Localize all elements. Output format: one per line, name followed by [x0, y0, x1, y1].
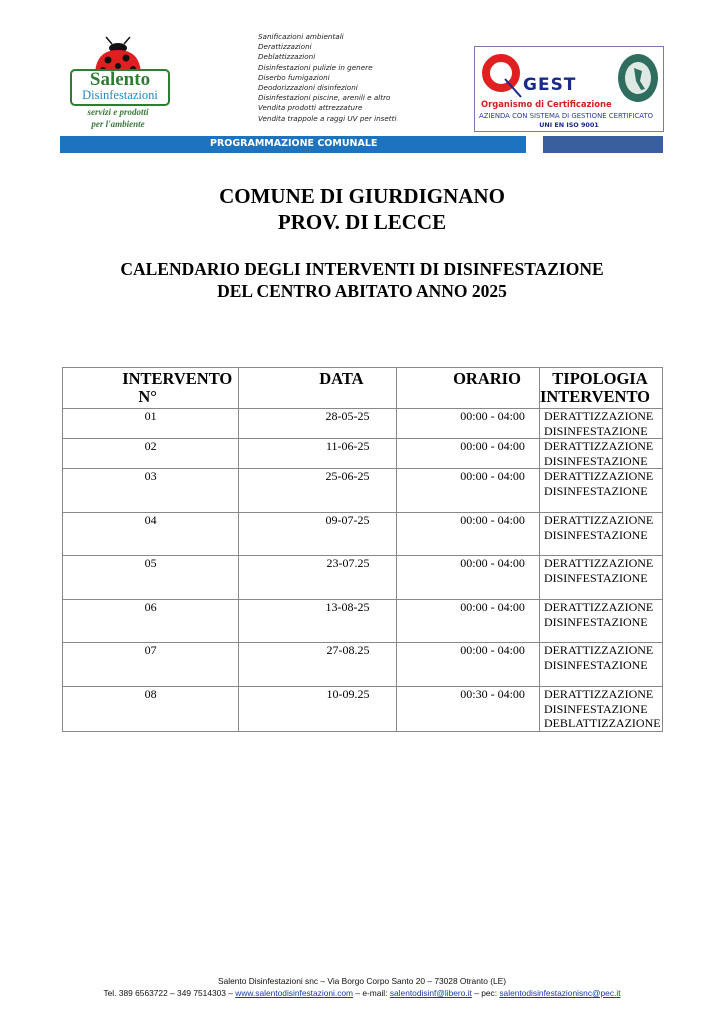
website-link[interactable]: www.salentodisinfestazioni.com [235, 988, 354, 998]
cell-time: 00:00 - 04:00 [396, 556, 539, 600]
cell-type: DERATTIZZAZIONE DISINFESTAZIONE [539, 439, 662, 469]
cell-type: DERATTIZZAZIONE DISINFESTAZIONE [539, 556, 662, 600]
logo-tagline: servizi e prodotti per l'ambiente [87, 107, 149, 129]
cell-number: 02 [63, 439, 239, 469]
banner-bar: PROGRAMMAZIONE COMUNALE [60, 136, 526, 153]
certification-box: GEST Organismo di Certificazione AZIENDA CON SISTEMA DI GESTIONE CERTIFICATO UNI EN ISO 9001 [474, 46, 664, 132]
header-tipologia: TIPOLOGIA INTERVENTO [539, 368, 662, 409]
cell-number: 04 [63, 513, 239, 556]
schedule-table [62, 367, 663, 732]
service-item: Sanificazioni ambientali [258, 32, 344, 41]
pec-link[interactable]: salentodisinfestazionisnc@pec.it [499, 988, 621, 998]
table-row [63, 439, 663, 469]
service-item: Derattizzazioni [258, 42, 312, 52]
service-item: Disinfestazioni piscine, arenili e altro [258, 93, 391, 103]
cell-number: 06 [63, 600, 239, 643]
service-item: Vendita prodotti attrezzature [258, 103, 363, 113]
cell-date: 25-06-25 [239, 469, 396, 513]
header-data: DATA [239, 368, 396, 409]
accredia-seal-icon [617, 53, 659, 103]
cell-time: 00:00 - 04:00 [396, 469, 539, 513]
cell-number: 01 [63, 409, 239, 439]
service-item: Vendita trappole a raggi UV per insetti [258, 113, 397, 123]
header-intervento: INTERVENTO N° [63, 368, 239, 409]
cell-date: 11-06-25 [239, 439, 396, 469]
service-item: Deodorizzazioni disinfezioni [258, 83, 358, 93]
cell-number: 05 [63, 556, 239, 600]
cell-date: 13-08-25 [239, 600, 396, 643]
service-item: Deblattizzazioni [258, 52, 316, 62]
qgest-ring-icon [481, 53, 525, 99]
calendar-title: CALENDARIO DEGLI INTERVENTI DI DISINFESTAZIONE DEL CENTRO ABITATO ANNO 2025 [120, 259, 604, 301]
cell-time: 00:30 - 04:00 [396, 687, 539, 732]
cell-date: 23-07.25 [239, 556, 396, 600]
cell-time: 00:00 - 04:00 [396, 600, 539, 643]
cell-type: DERATTIZZAZIONE DISINFESTAZIONE [539, 409, 662, 439]
cell-number: 07 [63, 643, 239, 687]
cell-type: DERATTIZZAZIONE DISINFESTAZIONE [539, 469, 662, 513]
footer: Salento Disinfestazioni snc – Via Borgo Corpo Santo 20 – 73028 Otranto (LE) Tel. 389 6563722 – 349 7514303 – www.salentodisinfestazioni.com – e-mail: salentodisinf@libero.it – pec: salentodisinfestazionisnc@pec.it [103, 976, 621, 998]
cell-date: 09-07-25 [239, 513, 396, 556]
cell-number: 08 [63, 687, 239, 732]
table-row [63, 513, 663, 556]
service-item: Diserbo fumigazioni [258, 72, 330, 82]
cell-date: 27-08.25 [239, 643, 396, 687]
table-row [63, 687, 663, 732]
cell-date: 10-09.25 [239, 687, 396, 732]
cert-brand: GEST [523, 75, 577, 95]
table-row [63, 556, 663, 600]
cell-number: 03 [63, 469, 239, 513]
cell-type: DERATTIZZAZIONE DISINFESTAZIONE [539, 513, 662, 556]
cell-time: 00:00 - 04:00 [396, 409, 539, 439]
email-link[interactable]: salentodisinf@libero.it [389, 988, 472, 998]
table-row [63, 643, 663, 687]
cell-date: 28-05-25 [239, 409, 396, 439]
cell-time: 00:00 - 04:00 [396, 643, 539, 687]
table-row [63, 600, 663, 643]
cell-type: DERATTIZZAZIONE DISINFESTAZIONE [539, 643, 662, 687]
municipality-title: COMUNE DI GIURDIGNANO PROV. DI LECCE [219, 184, 505, 234]
cell-time: 00:00 - 04:00 [396, 439, 539, 469]
services-list [258, 32, 396, 124]
table-row [63, 469, 663, 513]
cell-type: DERATTIZZAZIONE DISINFESTAZIONE [539, 600, 662, 643]
service-item: Disinfestazioni pulizie in genere [258, 62, 373, 72]
banner-bar-right [543, 136, 663, 153]
header-orario: ORARIO [396, 368, 539, 409]
logo-wordmark: Salento Disinfestazioni [70, 69, 170, 106]
table-row [63, 409, 663, 439]
cell-time: 00:00 - 04:00 [396, 513, 539, 556]
cell-type: DERATTIZZAZIONE DISINFESTAZIONE DEBLATTIZZAZIONE [539, 687, 662, 732]
